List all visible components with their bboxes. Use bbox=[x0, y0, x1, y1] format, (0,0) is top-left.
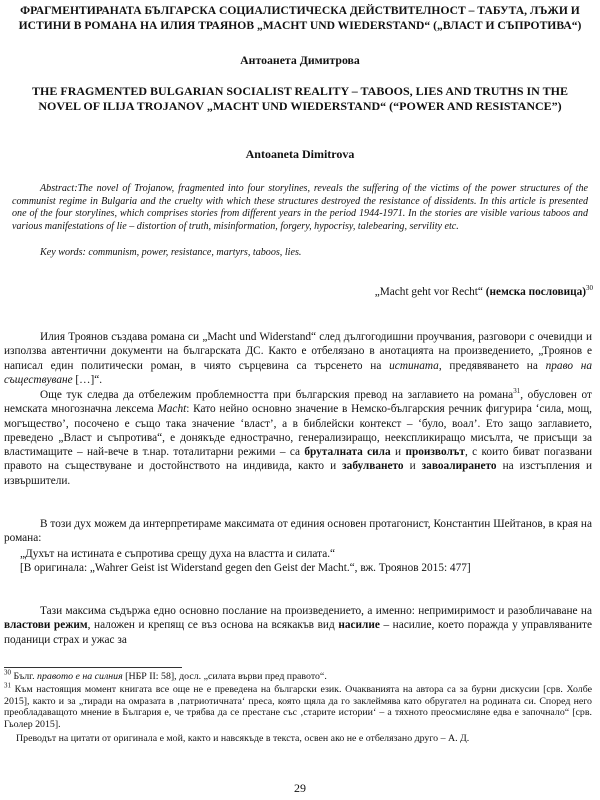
paragraph-2-text-c: : Като нейно основно значение в Немско-българския речник фигурира ‘сила, мощ, могъщество’, посочено е също така значение ‘власт’, а в библейски контекст – ‘було, воал’. Ето защо заглавието, преведено „Власт и съпротива“, е донякъде еднострачно, генерализиращо, неекспликиращо мисълта, че присъщи за властимащите – най-вече в т.нар. тоталитарни режими – са bbox=[4, 403, 592, 459]
footnote-30-text-a: Бълг. bbox=[11, 671, 38, 682]
bold-veiling: забулването bbox=[342, 460, 404, 473]
paragraph-2-text-d: и bbox=[390, 446, 406, 459]
footnote-30-number: 30 bbox=[4, 668, 11, 677]
footnote-30-text-b: [НБР II: 58], досл. „силата върви пред правото“. bbox=[122, 671, 327, 682]
quote-line-1: „Духът на истината е съпротива срещу духа на властта и силата.“ bbox=[20, 548, 336, 560]
footnote-30 bbox=[4, 668, 592, 683]
block-quote bbox=[20, 547, 592, 576]
english-author: Antoaneta Dimitrova bbox=[245, 147, 355, 161]
page-number: 29 bbox=[294, 781, 306, 795]
paragraph-2-text-e: , с които биват погазвани правото на съществуване и достойнството на индивида, както и bbox=[4, 446, 592, 473]
bold-concealing: завоалирането bbox=[421, 460, 497, 473]
emphasis-pravo: право на съществуване bbox=[4, 359, 593, 386]
keywords: Key words: communism, power, resistance, martyrs, taboos, lies. bbox=[40, 247, 302, 258]
bulgarian-title: ФРАГМЕНТИРАНАТА БЪЛГАРСКА СОЦИАЛИСТИЧЕСКА ДЕЙСТВИТЕЛНОСТ – ТАБУТА, ЛЪЖИ И ИСТИНИ В РОМАНА НА ИЛИЯ ТРАЯНОВ „MACHT UND WIEDERSTAND“ („ВЛАСТ И СЪПРОТИВА“) bbox=[18, 4, 582, 32]
paragraph-4-text-a: Тази максима съдържа едно основно послание на произведението, а именно: непримиримост и разобличаване на bbox=[40, 605, 592, 617]
epigraph-source: (немска пословица) bbox=[485, 286, 586, 298]
footnote-ref-30[interactable]: 30 bbox=[586, 284, 593, 293]
paragraph-3: В този дух можем да интерпретираме максимата от единия основен протагонист, Константин Шейтанов, в края на романа: bbox=[4, 518, 592, 545]
paragraph-2-text-a: Още тук следва да отбележим проблемността при българския превод на заглавието на романа bbox=[40, 389, 514, 401]
footnote-31 bbox=[4, 681, 592, 731]
footnote-30-italic: правото е на силния bbox=[37, 671, 123, 682]
paragraph-2 bbox=[4, 388, 592, 488]
emphasis-istinata: истината bbox=[389, 359, 439, 372]
paragraph-4-text-c: – насилие, което поражда у управляваните поданици страх и ужас за bbox=[4, 619, 592, 646]
paragraph-4-text-b: , наложен и крепящ се въз основа на всякакъв вид bbox=[87, 619, 339, 632]
translation-note: Преводът на цитати от оригинала е мой, както и навсякъде в текста, освен ако не е отбелязано друго – А. Д. bbox=[16, 733, 470, 744]
bulgarian-author: Антоанета Димитрова bbox=[240, 53, 360, 67]
footnote-31-text: Към настоящия момент книгата все още не е преведена на български език. Очакванията на автора са за бурни дискусии [срв. Холбе 2015], както и за „тиради на омразата в ‚патриотичната‘ преса, която щяла да го заклеймява като обругател на родината си. Според него преобладаващото мнение в България е, че трябва да се престане със ‚старите истории‘ – а тяхното преосмисляне едва е започнало“ [срв. Гьолер 2015]. bbox=[4, 684, 592, 731]
epigraph-quote: „Macht geht vor Recht“ bbox=[374, 286, 483, 298]
paragraph-2-text-b: , обусловен от немската многозначна лексема bbox=[4, 389, 592, 416]
paragraph-2-text-g: на изстъпления и извършители. bbox=[4, 460, 592, 487]
paragraph-4 bbox=[4, 604, 592, 647]
epigraph bbox=[0, 286, 593, 298]
footnote-divider bbox=[4, 667, 182, 668]
paragraph-2-text-f: и bbox=[403, 460, 422, 473]
emphasis-macht: Macht bbox=[157, 403, 187, 416]
paragraph-1-text-a: Илия Троянов създава романа си „Macht und Widerstand“ след дългогодишни проучвания, разговори с очевидци и използва автентични документи на българската ДС. Както е отбелязано в анотацията на произведението, „Троянов е написал един политически роман, в чиято сърцевина са търсенето на bbox=[4, 331, 592, 372]
bold-brutal-force: бруталната сила bbox=[304, 446, 391, 459]
paragraph-1-text-c: […]“. bbox=[72, 373, 103, 386]
paragraph-1 bbox=[4, 330, 592, 387]
abstract: Abstract:The novel of Trojanow, fragmented into four storylines, reveals the suffering of the victims of the power structures of the communist regime in Bulgaria and the cruelty with which these structures destroyed the resistance of dissidents. In this article is presented one of the four storylines, which comprises stories from different years in the period 1944-1971. In the stories are visible various taboos and various manifestations of lie – distortion of truth, misinformation, forgery, hypocrisy, talebearing, servility etc. bbox=[12, 183, 588, 233]
english-title: THE FRAGMENTED BULGARIAN SOCIALIST REALITY – TABOOS, LIES AND TRUTHS IN THE NOVEL OF ILIJA TROJANOV „MACHT UND WIEDERSTAND“ (“POWER AND RESISTANCE”) bbox=[32, 84, 568, 113]
bold-violence: насилие bbox=[338, 619, 380, 632]
bold-power-regime: властови режим bbox=[4, 619, 88, 632]
footnote-ref-31[interactable]: 31 bbox=[513, 387, 521, 396]
bold-arbitrariness: произволът bbox=[405, 446, 465, 459]
paragraph-1-text-b: , предявяването на bbox=[438, 359, 546, 372]
quote-line-2: [В оригинала: „Wahrer Geist ist Widerstand gegen den Geist der Macht.“, вж. Троянов 2015: 477] bbox=[20, 562, 471, 575]
footnote-31-number: 31 bbox=[4, 681, 11, 690]
